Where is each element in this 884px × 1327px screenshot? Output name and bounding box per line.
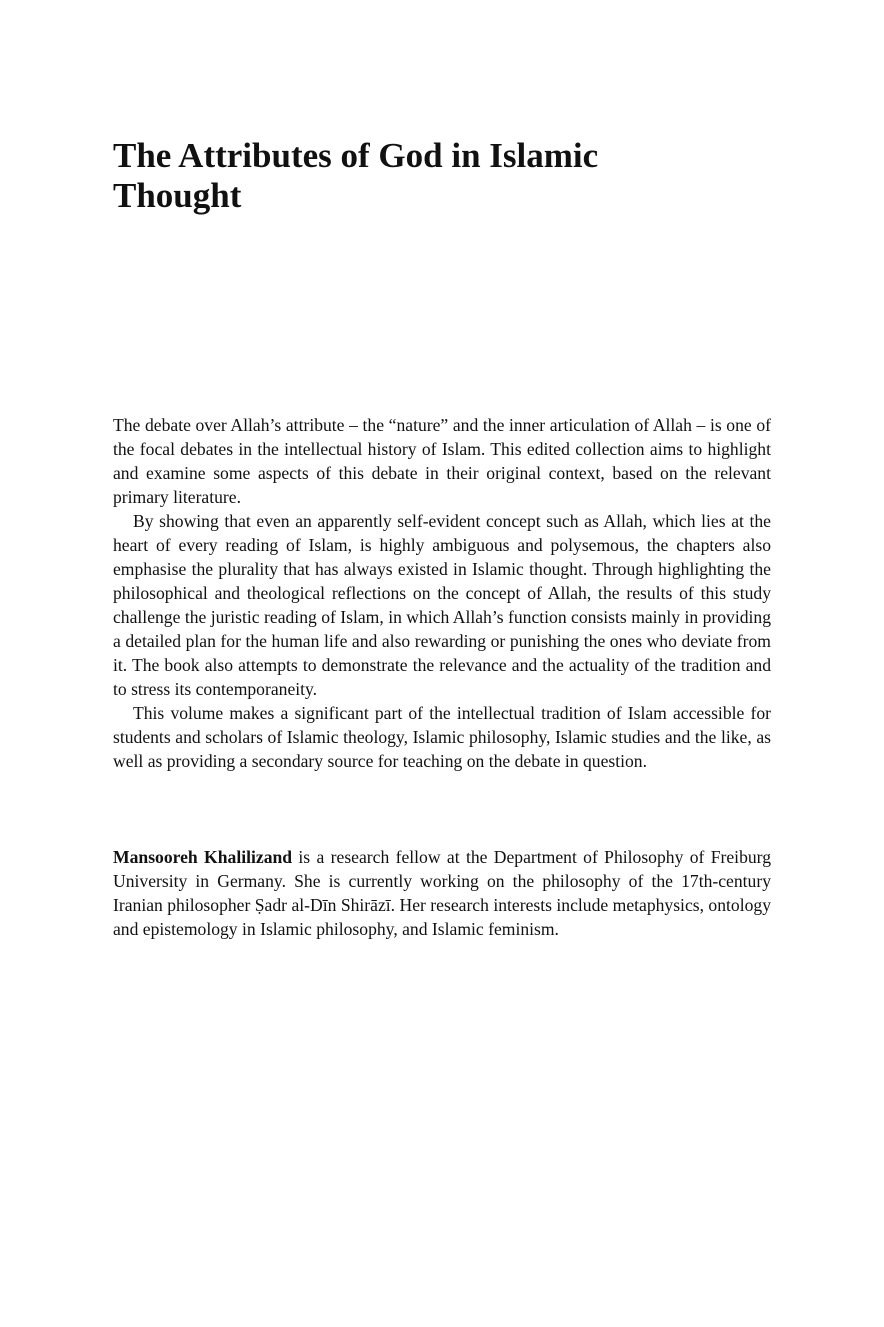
description-paragraph-1: The debate over Allah’s attribute – the “nature” and the inner articulation of Allah – is one of the focal debates in the intellectual history of Islam. This edited collection aims to highlight and examine some aspects of this debate in their original context, based on the relevant primary literature. xyxy=(113,415,771,507)
book-title: The Attributes of God in Islamic Thought xyxy=(113,136,599,215)
description-paragraph-2: By showing that even an apparently self-evident concept such as Allah, which lies at the heart of every reading of Islam, is highly ambiguous and polysemous, the chapters also emphasise the plurality that has always existed in Islamic thought. Through highlighting the philosophical and theological reflections on the concept of Allah, the results of this study challenge the juristic reading of Islam, in which Allah’s function consists mainly in providing a detailed plan for the human life and also rewarding or punishing the ones who deviate from it. The book also attempts to demonstrate the relevance and the actuality of the tradition and to stress its contemporaneity. xyxy=(113,511,771,699)
description-paragraph-3: This volume makes a significant part of the intellectual tradition of Islam accessible for students and scholars of Islamic theology, Islamic philosophy, Islamic studies and the like, as well as providing a secondary source for teaching on the debate in question. xyxy=(113,703,771,771)
author-bio-text: is a research fellow at the Department of Philosophy of Freiburg University in Germany. She is currently working on the philosophy of the 17th-century Iranian philosopher Ṣadr al-Dīn Shirāzī. Her research interests include metaphysics, ontology and epistemology in Islamic philosophy, and Islamic feminism. xyxy=(113,847,771,939)
book-description xyxy=(113,413,771,773)
author-name: Mansooreh Khalilizand xyxy=(113,847,293,867)
author-bio xyxy=(113,845,771,941)
